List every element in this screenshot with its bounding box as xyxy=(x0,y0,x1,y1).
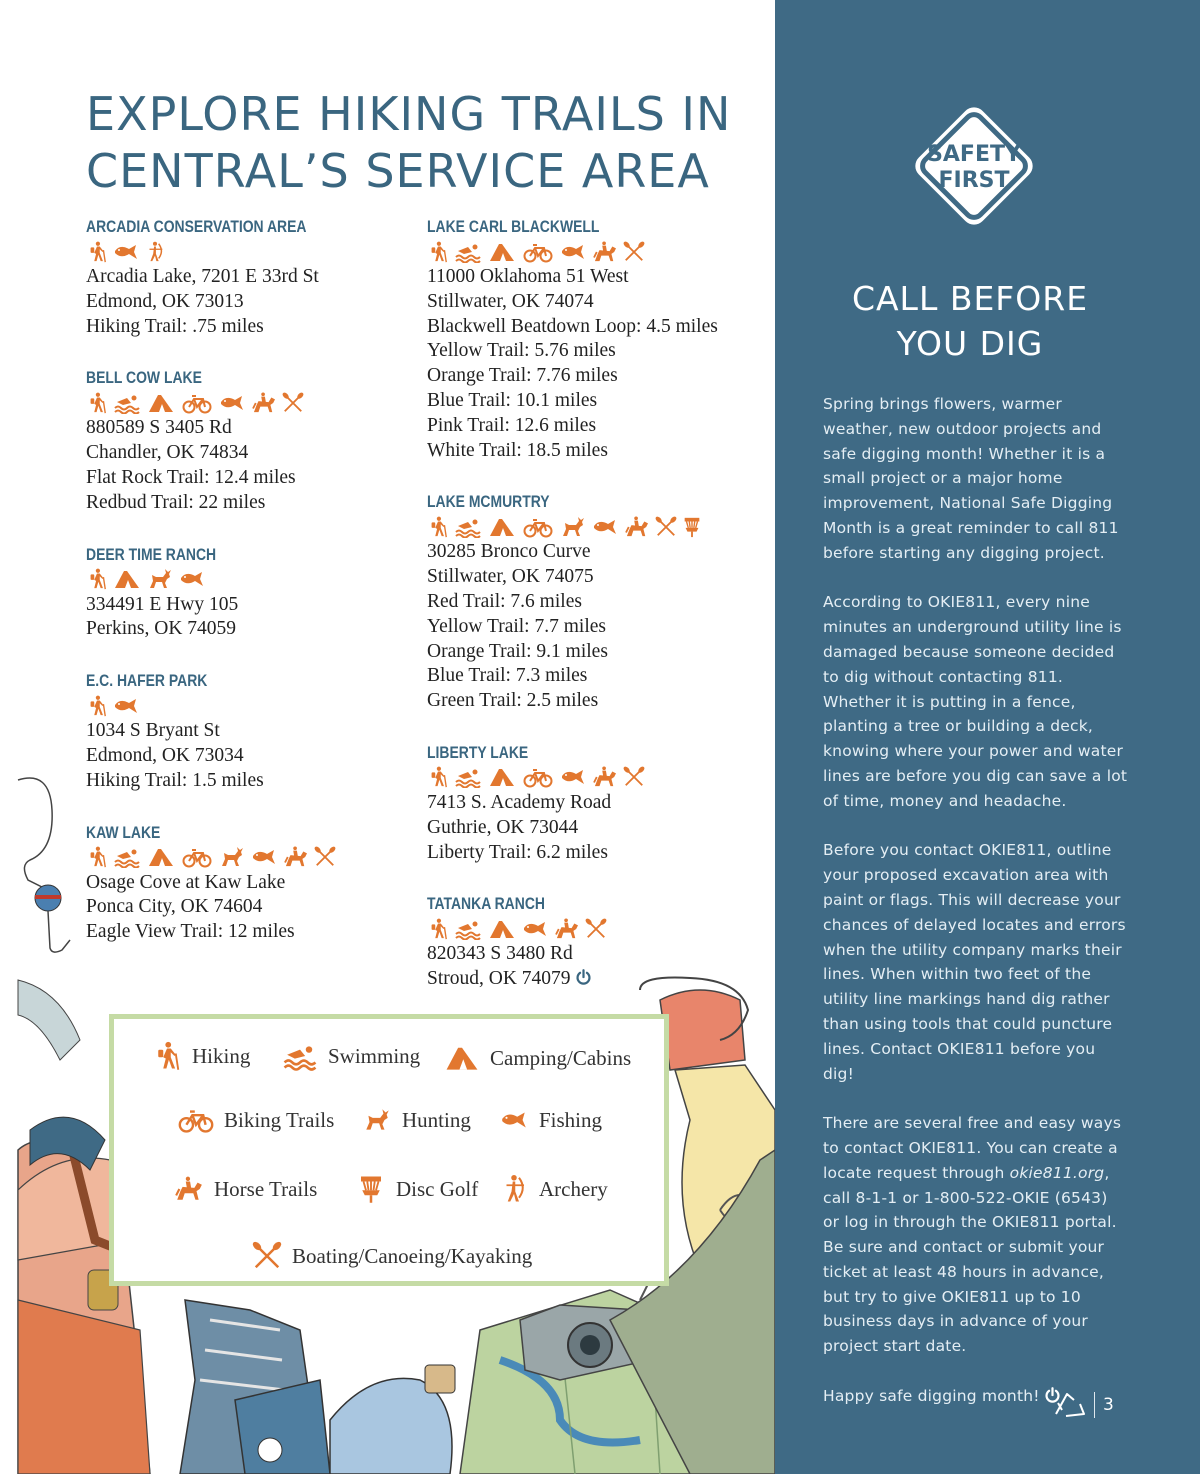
paragraph-3: Before you contact OKIE811, outline your proposed excavation area with paint or flags. This will decrease your chances of delayed locates and errors when the utility company marks their lines. When within two feet of the utility line markings hand dig rather than using tools that could puncture lines. Contact OKIE811 before you dig! xyxy=(823,841,1126,1083)
location-detail-line: Edmond, OK 73013 xyxy=(86,290,244,312)
horse-icon xyxy=(250,392,278,414)
amenity-icons xyxy=(86,844,416,871)
legend-swimming-label: Swimming xyxy=(328,1043,421,1068)
location-entry xyxy=(427,742,757,865)
location-entry xyxy=(86,670,416,793)
location-details xyxy=(86,416,416,515)
location-detail-line: Ponca City, OK 74604 xyxy=(86,896,263,918)
legend-swimming xyxy=(282,1041,420,1071)
location-details xyxy=(86,593,416,643)
location-details xyxy=(86,719,416,793)
disc-golf-icon xyxy=(356,1174,386,1204)
heading-line-1: CALL BEFORE xyxy=(851,279,1089,318)
location-detail-line: Stillwater, OK 74074 xyxy=(427,290,594,312)
location-detail-line: Perkins, OK 74059 xyxy=(86,618,237,640)
location-name: LAKE CARL BLACKWELL xyxy=(427,217,600,236)
camping-icon xyxy=(112,568,142,590)
locations-column-right xyxy=(427,216,757,1020)
location-detail-line: Green Trail: 2.5 miles xyxy=(427,690,599,712)
legend-horse-label: Horse Trails xyxy=(214,1176,318,1201)
location-detail-line: Blackwell Beatdown Loop: 4.5 miles xyxy=(427,315,718,337)
camping-icon xyxy=(146,846,176,868)
swimming-icon xyxy=(282,1041,318,1071)
legend-archery xyxy=(499,1174,608,1204)
location-detail-line: Red Trail: 7.6 miles xyxy=(427,590,582,612)
location-detail-line: 7413 S. Academy Road xyxy=(427,791,612,813)
location-detail-line: Chandler, OK 74834 xyxy=(86,442,249,464)
location-detail-line: Stroud, OK 74079 xyxy=(427,967,757,992)
location-details xyxy=(427,942,757,992)
legend-boating-label: Boating/Canoeing/Kayaking xyxy=(292,1243,533,1268)
location-detail-line: Redbud Trail: 22 miles xyxy=(86,491,266,513)
location-entry xyxy=(427,491,757,714)
swimming-icon xyxy=(453,241,483,263)
fishing-icon xyxy=(559,241,587,263)
location-detail-line: Guthrie, OK 73044 xyxy=(427,816,579,838)
footer-divider xyxy=(1094,1392,1095,1418)
page-number: 3 xyxy=(1103,1395,1114,1415)
amenity-icons xyxy=(86,566,416,593)
location-name: E.C. HAFER PARK xyxy=(86,671,208,691)
hiking-icon xyxy=(86,846,108,868)
amenity-icons xyxy=(427,915,757,942)
location-details xyxy=(427,791,757,865)
amenity-icons xyxy=(427,513,757,540)
archery-icon xyxy=(499,1174,529,1204)
location-detail-line: 820343 S 3480 Rd xyxy=(427,943,573,965)
paragraph-4-b: , call 8-1-1 or 1-800-522-OKIE (6543) or log in through the OKIE811 portal. Be sure and contact or submit your ticket at least 48 hours in advance, but try to give OKIE811 up to 10 business days in advance of your project start date. xyxy=(823,1163,1117,1356)
fishing-icon xyxy=(218,392,246,414)
amenity-icons xyxy=(86,238,416,265)
location-entry xyxy=(86,822,416,945)
location-detail-line: 880589 S 3405 Rd xyxy=(86,417,232,439)
location-detail-line: 30285 Bronco Curve xyxy=(427,541,591,563)
camping-icon xyxy=(487,918,517,940)
location-detail-line: Orange Trail: 9.1 miles xyxy=(427,640,608,662)
location-detail-line: Hiking Trail: 1.5 miles xyxy=(86,769,264,791)
boating-icon xyxy=(314,846,336,868)
fishing-icon xyxy=(178,568,206,590)
legend-fishing xyxy=(499,1105,602,1135)
locations-column-left xyxy=(86,216,416,973)
location-details xyxy=(427,265,757,463)
location-detail-line: Stillwater, OK 74075 xyxy=(427,566,594,588)
sign-line-2: FIRST xyxy=(938,168,1010,193)
hiking-icon xyxy=(86,695,108,717)
horse-icon xyxy=(591,241,619,263)
location-name: DEER TIME RANCH xyxy=(86,544,217,564)
location-entry xyxy=(86,216,416,339)
camping-icon xyxy=(487,241,517,263)
legend-camping xyxy=(444,1043,631,1073)
legend-camping-label: Camping/Cabins xyxy=(490,1045,632,1070)
legend-hiking xyxy=(152,1041,250,1071)
boating-icon xyxy=(623,241,645,263)
hiking-icon xyxy=(427,516,449,538)
boating-icon xyxy=(282,392,304,414)
activity-legend xyxy=(109,1014,669,1286)
safety-first-sign xyxy=(893,86,1055,246)
location-detail-line: White Trail: 18.5 miles xyxy=(427,439,608,461)
recycle-logo-icon xyxy=(1052,1390,1086,1420)
swimming-icon xyxy=(453,516,483,538)
location-detail-line: 1034 S Bryant St xyxy=(86,720,220,742)
legend-hunting-label: Hunting xyxy=(402,1107,471,1132)
swimming-icon xyxy=(453,918,483,940)
boating-icon xyxy=(623,766,645,788)
legend-archery-label: Archery xyxy=(539,1176,608,1201)
horse-icon xyxy=(282,846,310,868)
hiking-icon xyxy=(152,1041,182,1071)
location-name: LAKE MCMURTRY xyxy=(427,492,550,512)
location-detail-line: Blue Trail: 10.1 miles xyxy=(427,389,598,411)
fishing-icon xyxy=(112,241,140,263)
boating-icon xyxy=(252,1241,282,1271)
fishing-icon xyxy=(521,918,549,940)
swimming-icon xyxy=(112,392,142,414)
location-detail-line: Arcadia Lake, 7201 E 33rd St xyxy=(86,266,319,287)
biking-icon xyxy=(180,392,214,414)
paragraph-4-a: There are several free and easy ways to contact OKIE811. You can create a locate request through xyxy=(823,1114,1122,1182)
location-detail-line: 11000 Oklahoma 51 West xyxy=(427,266,629,287)
location-detail-line: Blue Trail: 7.3 miles xyxy=(427,665,588,687)
fishing-icon xyxy=(112,695,140,717)
location-entry xyxy=(86,367,416,515)
legend-disc-golf xyxy=(356,1174,478,1204)
location-details xyxy=(86,265,416,339)
legend-disc-golf-label: Disc Golf xyxy=(396,1176,479,1201)
location-detail-line: Liberty Trail: 6.2 miles xyxy=(427,841,608,863)
location-detail-line: Yellow Trail: 5.76 miles xyxy=(427,340,616,362)
location-details xyxy=(86,871,416,945)
location-name: BELL COW LAKE xyxy=(86,368,202,388)
horse-icon xyxy=(174,1174,204,1204)
legend-biking xyxy=(178,1105,334,1135)
paragraph-1: Spring brings flowers, warmer weather, new outdoor projects and safe digging month! Whether it is a small project or a major home improvement, National Safe Digging Month is a great reminder to call 811 before starting any digging project. xyxy=(823,395,1119,562)
location-name: LIBERTY LAKE xyxy=(427,742,529,762)
hiking-icon xyxy=(427,766,449,788)
location-detail-line: Hiking Trail: .75 miles xyxy=(86,315,264,337)
legend-biking-label: Biking Trails xyxy=(224,1107,335,1132)
sign-line-1: SAFETY xyxy=(927,142,1021,167)
page-title xyxy=(86,86,746,200)
location-detail-line: Orange Trail: 7.76 miles xyxy=(427,365,618,387)
boating-icon xyxy=(655,516,677,538)
fishing-icon xyxy=(499,1105,529,1135)
location-detail-line: Osage Cove at Kaw Lake xyxy=(86,871,286,893)
location-detail-line: Eagle View Trail: 12 miles xyxy=(86,921,295,943)
biking-icon xyxy=(521,241,555,263)
hunting-icon xyxy=(559,516,587,538)
legend-horse xyxy=(174,1174,317,1204)
biking-icon xyxy=(521,516,555,538)
amenity-icons xyxy=(86,389,416,416)
fishing-icon xyxy=(591,516,619,538)
legend-boating xyxy=(252,1241,532,1271)
hiking-icon xyxy=(427,918,449,940)
swimming-icon xyxy=(453,766,483,788)
legend-fishing-label: Fishing xyxy=(539,1107,603,1132)
legend-hiking-label: Hiking xyxy=(192,1043,251,1068)
location-details xyxy=(427,540,757,714)
location-entry xyxy=(427,893,757,992)
amenity-icons xyxy=(427,238,757,265)
location-entry xyxy=(427,216,757,463)
camping-icon xyxy=(146,392,176,414)
location-entry xyxy=(86,544,416,643)
closing-line: Happy safe digging month! xyxy=(823,1386,1040,1405)
camping-icon xyxy=(487,516,517,538)
hunting-icon xyxy=(146,568,174,590)
location-name: TATANKA RANCH xyxy=(427,894,545,914)
fishing-icon xyxy=(559,766,587,788)
disc-golf-icon xyxy=(681,516,703,538)
location-detail-line: Pink Trail: 12.6 miles xyxy=(427,414,597,436)
archery-icon xyxy=(144,241,166,263)
biking-icon xyxy=(178,1105,214,1135)
fishing-icon xyxy=(250,846,278,868)
hunting-icon xyxy=(218,846,246,868)
okie811-link[interactable]: okie811.org xyxy=(1009,1163,1105,1182)
hiking-icon xyxy=(86,392,108,414)
location-detail-line: 334491 E Hwy 105 xyxy=(86,593,239,615)
location-name: KAW LAKE xyxy=(86,822,161,842)
location-detail-line: Edmond, OK 73034 xyxy=(86,744,244,766)
paragraph-2: According to OKIE811, every nine minutes an underground utility line is damaged because someone decided to dig without contacting 811. Whether it is putting in a fence, planting a tree or building a deck, knowing where your power and water lines are before you dig can save a lot of time, money and headache. xyxy=(823,593,1128,810)
horse-icon xyxy=(553,918,581,940)
camping-icon xyxy=(487,766,517,788)
camping-icon xyxy=(444,1043,480,1073)
amenity-icons xyxy=(86,692,416,719)
hunting-icon xyxy=(362,1105,392,1135)
power-icon xyxy=(575,969,592,986)
title-line-2: CENTRAL’S SERVICE AREA xyxy=(86,144,710,198)
location-name: ARCADIA CONSERVATION AREA xyxy=(86,217,307,236)
title-line-1: EXPLORE HIKING TRAILS IN xyxy=(86,87,732,141)
legend-hunting xyxy=(362,1105,471,1135)
page-footer xyxy=(1052,1390,1114,1420)
location-detail-line: Flat Rock Trail: 12.4 miles xyxy=(86,466,296,488)
hiking-icon xyxy=(427,241,449,263)
swimming-icon xyxy=(112,846,142,868)
paragraph-4 xyxy=(823,1111,1128,1359)
boating-icon xyxy=(585,918,607,940)
sidebar-body xyxy=(823,392,1128,1433)
hiking-icon xyxy=(86,568,108,590)
heading-line-2: YOU DIG xyxy=(896,324,1044,363)
location-detail-line: Yellow Trail: 7.7 miles xyxy=(427,615,606,637)
biking-icon xyxy=(521,766,555,788)
hiking-icon xyxy=(86,241,108,263)
biking-icon xyxy=(180,846,214,868)
horse-icon xyxy=(591,766,619,788)
call-before-you-dig-heading xyxy=(800,276,1140,366)
horse-icon xyxy=(623,516,651,538)
amenity-icons xyxy=(427,764,757,791)
